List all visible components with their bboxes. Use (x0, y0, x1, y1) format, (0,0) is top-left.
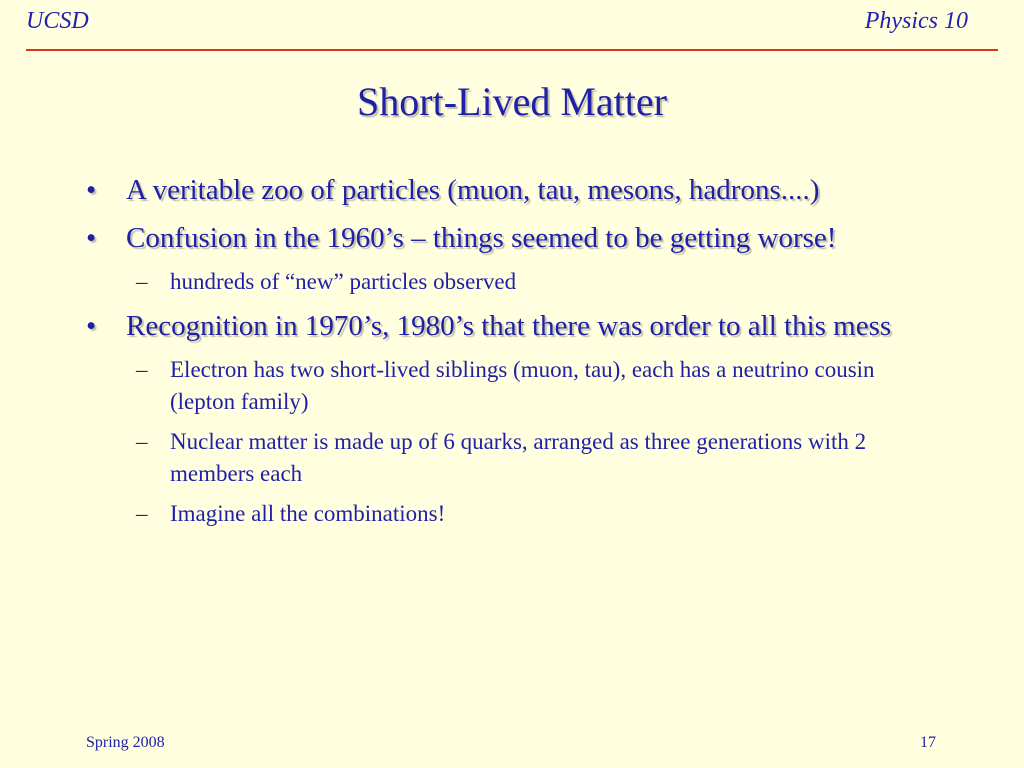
sub-bullet-text: Electron has two short-lived siblings (muon, tau), each has a neutrino cousin (lepton family) (170, 357, 875, 414)
bullet-marker: • (86, 310, 97, 342)
header-divider (26, 49, 998, 51)
dash-marker: – (136, 501, 148, 526)
bullet-text: A veritable zoo of particles (muon, tau, mesons, hadrons....) (126, 174, 820, 206)
bullet-item (86, 306, 916, 346)
sub-bullet-text: Nuclear matter is made up of 6 quarks, arranged as three generations with 2 members each (170, 429, 867, 486)
header-right-label: Physics 10 (864, 8, 968, 34)
bullet-text: Recognition in 1970’s, 1980’s that there was order to all this mess (126, 310, 892, 342)
sub-bullet-text: hundreds of “new” particles observed (170, 269, 517, 294)
sub-bullet-item (86, 354, 916, 418)
sub-bullet-item (86, 426, 916, 490)
sub-bullet-item (86, 498, 916, 530)
sub-bullet-item (86, 266, 916, 298)
page-number: 17 (920, 734, 936, 751)
bullet-marker: • (86, 222, 97, 254)
footer-date: Spring 2008 (86, 734, 165, 751)
bullet-item (86, 218, 916, 258)
dash-marker: – (136, 429, 148, 454)
bullet-item (86, 170, 916, 210)
sub-bullet-text: Imagine all the combinations! (170, 501, 446, 526)
header-left-label: UCSD (26, 8, 89, 34)
dash-marker: – (136, 357, 148, 382)
slide-content (86, 170, 916, 538)
slide-title: Short-Lived Matter (357, 79, 667, 124)
bullet-marker: • (86, 174, 97, 206)
bullet-text: Confusion in the 1960’s – things seemed to be getting worse! (126, 222, 837, 254)
dash-marker: – (136, 269, 148, 294)
